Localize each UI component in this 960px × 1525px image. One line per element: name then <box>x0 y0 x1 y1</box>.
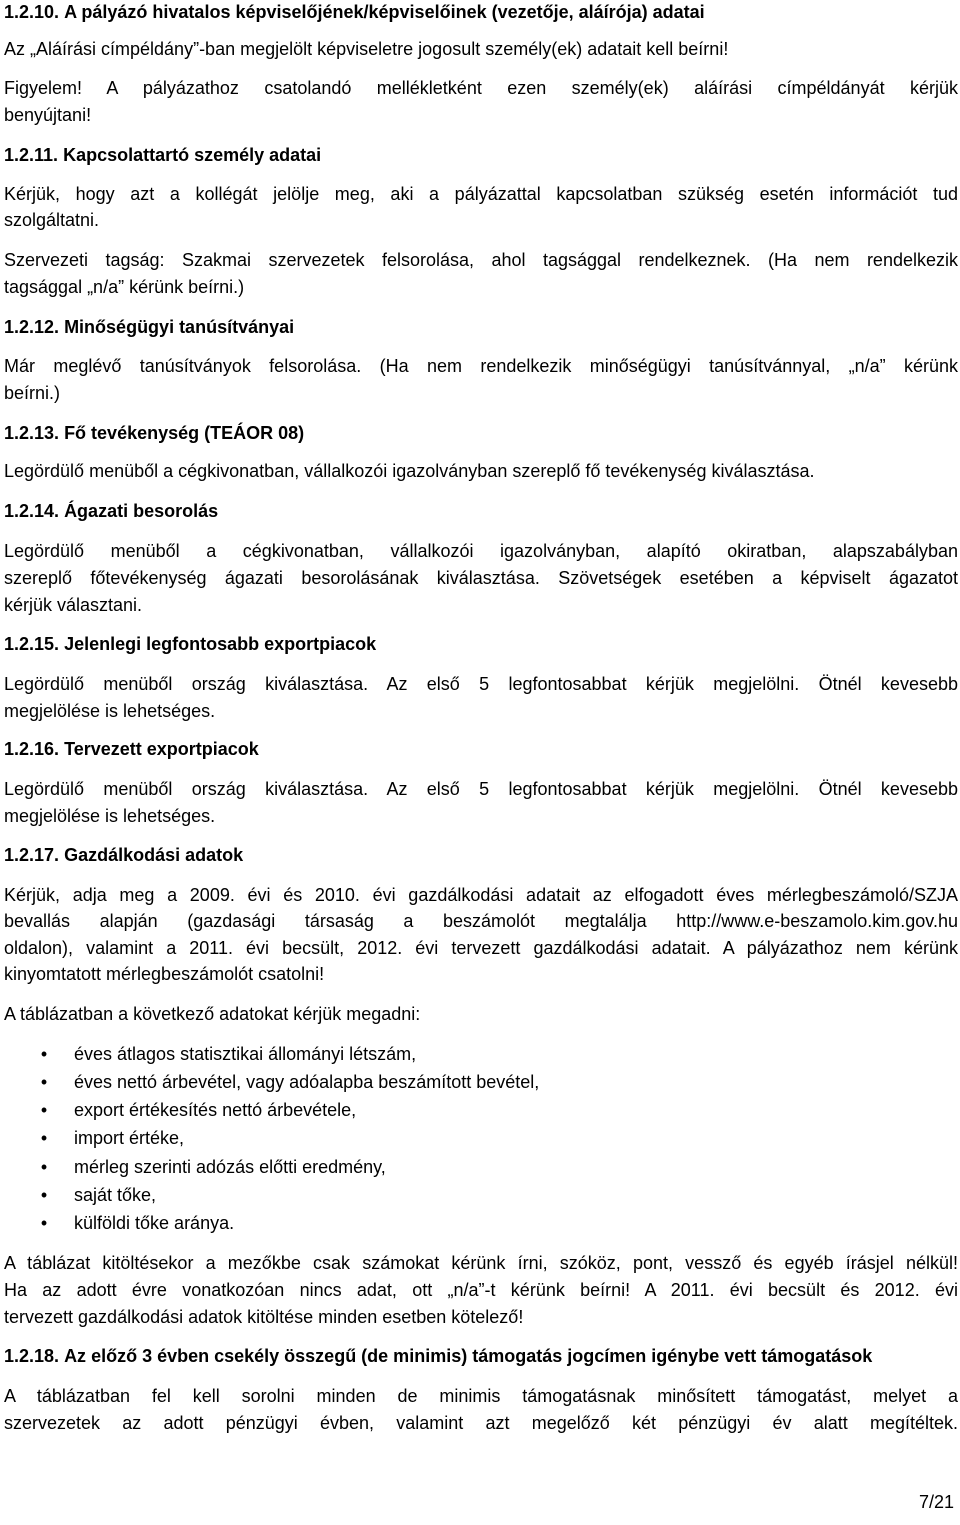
paragraph-line: kinyomtatott mérlegbeszámolót csatolni! <box>4 964 325 984</box>
heading-title: Minőségügyi tanúsítványai <box>64 317 295 337</box>
paragraph-line: Legördülő menüből ország kiválasztása. Az első 5 legfontosabbat kérjük megjelölni. Ötnél kevesebb <box>4 779 958 799</box>
paragraph-line: megjelölése is lehetséges. <box>4 806 216 826</box>
heading-title: Tervezett exportpiacok <box>64 739 259 759</box>
bullet-icon: • <box>40 1072 48 1092</box>
paragraph-line: Kérjük, adja meg a 2009. évi és 2010. évi gazdálkodási adatait az elfogadott éves mérlegbeszámoló/SZJA <box>4 885 958 905</box>
paragraph-line: Figyelem! A pályázathoz csatolandó mellékletként ezen személy(ek) aláírási címpéldányát kérjük <box>4 78 958 98</box>
heading-number: 1.2.11. <box>4 145 59 165</box>
heading-title: Jelenlegi legfontosabb exportpiacok <box>64 634 377 654</box>
list-item-text: éves nettó árbevétel, vagy adóalapba beszámított bevétel, <box>74 1072 540 1092</box>
section-heading-1-2-14 <box>4 497 218 525</box>
paragraph-line: Kérjük, hogy azt a kollégát jelölje meg, aki a pályázattal kapcsolatban szükség esetén információt tud <box>4 184 958 204</box>
paragraph-line: Ha az adott évre vonatkozóan nincs adat, ott „n/a”-t kérünk beírni! A 2011. évi becsült és 2012. évi <box>4 1280 958 1300</box>
paragraph-line: Az „Aláírási címpéldány”-ban megjelölt képviseletre jogosult személy(ek) adatait kell beírni! <box>4 39 729 59</box>
paragraph-line: szervezetek az adott pénzügyi évben, valamint azt megelőző két pénzügyi év alatt megítéltek. <box>4 1413 958 1433</box>
heading-number: 1.2.10. <box>4 2 60 22</box>
paragraph-line: Szervezeti tagság: Szakmai szervezetek felsorolása, ahol tagsággal rendelkeznek. (Ha nem rendelkezik <box>4 250 958 270</box>
list-item-text: külföldi tőke aránya. <box>74 1213 235 1233</box>
section-heading-1-2-12 <box>4 313 294 341</box>
heading-number: 1.2.14. <box>4 501 60 521</box>
section-heading-1-2-18 <box>4 1342 872 1370</box>
bullet-icon: • <box>40 1185 48 1205</box>
page-number: 7/21 <box>918 1492 954 1512</box>
heading-number: 1.2.13. <box>4 423 60 443</box>
heading-title: Ágazati besorolás <box>64 501 219 521</box>
list-item-text: export értékesítés nettó árbevétele, <box>74 1100 357 1120</box>
bullet-icon: • <box>40 1100 48 1120</box>
heading-number: 1.2.18. <box>4 1346 60 1366</box>
bullet-icon: • <box>40 1044 48 1064</box>
paragraph-line: Legördülő menüből a cégkivonatban, vállalkozói igazolványban szereplő fő tevékenység kiválasztása. <box>4 461 815 481</box>
paragraph-line: kérjük választani. <box>4 595 143 615</box>
paragraph-line: bevallás alapján (gazdasági társaság a beszámolót megtalálja http://www.e-beszamolo.kim.gov.hu <box>4 911 958 931</box>
section-heading-1-2-16 <box>4 735 259 763</box>
paragraph-line: tagsággal „n/a” kérünk beírni.) <box>4 277 245 297</box>
section-heading-1-2-15 <box>4 630 376 658</box>
heading-title: Fő tevékenység (TEÁOR 08) <box>64 423 305 443</box>
list-intro: A táblázatban a következő adatokat kérjük megadni: <box>4 1004 421 1024</box>
paragraph-line: A táblázat kitöltésekor a mezőkbe csak számokat kérünk írni, szóköz, pont, vessző és egyéb írásjel nélkül! <box>4 1253 958 1273</box>
paragraph-line: Legördülő menüből a cégkivonatban, vállalkozói igazolványban, alapító okiratban, alapszabályban <box>4 541 958 561</box>
list-item-text: import értéke, <box>74 1128 185 1148</box>
list-item-text: éves átlagos statisztikai állományi létszám, <box>74 1044 417 1064</box>
heading-title: Gazdálkodási adatok <box>64 845 244 865</box>
section-heading-1-2-13 <box>4 419 304 447</box>
heading-number: 1.2.17. <box>4 845 60 865</box>
list-item-text: saját tőke, <box>74 1185 157 1205</box>
paragraph-line: szolgáltatni. <box>4 210 100 230</box>
heading-title: Kapcsolattartó személy adatai <box>63 145 322 165</box>
paragraph-line: megjelölése is lehetséges. <box>4 701 216 721</box>
paragraph-line: beírni.) <box>4 383 61 403</box>
paragraph-line: Legördülő menüből ország kiválasztása. Az első 5 legfontosabbat kérjük megjelölni. Ötnél kevesebb <box>4 674 958 694</box>
paragraph-line: Már meglévő tanúsítványok felsorolása. (Ha nem rendelkezik minőségügyi tanúsítvánnyal, „n/a” kérünk <box>4 356 958 376</box>
heading-number: 1.2.15. <box>4 634 60 654</box>
section-heading-1-2-10 <box>4 0 705 26</box>
paragraph-line: benyújtani! <box>4 105 92 125</box>
section-heading-1-2-17 <box>4 841 243 869</box>
heading-number: 1.2.16. <box>4 739 60 759</box>
bullet-icon: • <box>40 1157 48 1177</box>
heading-number: 1.2.12. <box>4 317 60 337</box>
paragraph-line: szereplő főtevékenység ágazati besorolásának kiválasztása. Szövetségek esetében a képviselt ágazatot <box>4 568 958 588</box>
heading-title: Az előző 3 évben csekély összegű (de minimis) támogatás jogcímen igénybe vett támogatások <box>64 1346 873 1366</box>
section-heading-1-2-11 <box>4 141 321 169</box>
paragraph-line: tervezett gazdálkodási adatok kitöltése minden esetben kötelező! <box>4 1307 524 1327</box>
heading-title: A pályázó hivatalos képviselőjének/képviselőinek (vezetője, aláírója) adatai <box>64 2 705 22</box>
paragraph-line: oldalon), valamint a 2011. évi becsült, 2012. évi tervezett gazdálkodási adatait. A pályázathoz nem kérünk <box>4 938 958 958</box>
bullet-icon: • <box>40 1128 48 1148</box>
list-item-text: mérleg szerinti adózás előtti eredmény, <box>74 1157 386 1177</box>
paragraph-line: A táblázatban fel kell sorolni minden de minimis támogatásnak minősített támogatást, melyet a <box>4 1386 958 1406</box>
bullet-icon: • <box>40 1213 48 1233</box>
